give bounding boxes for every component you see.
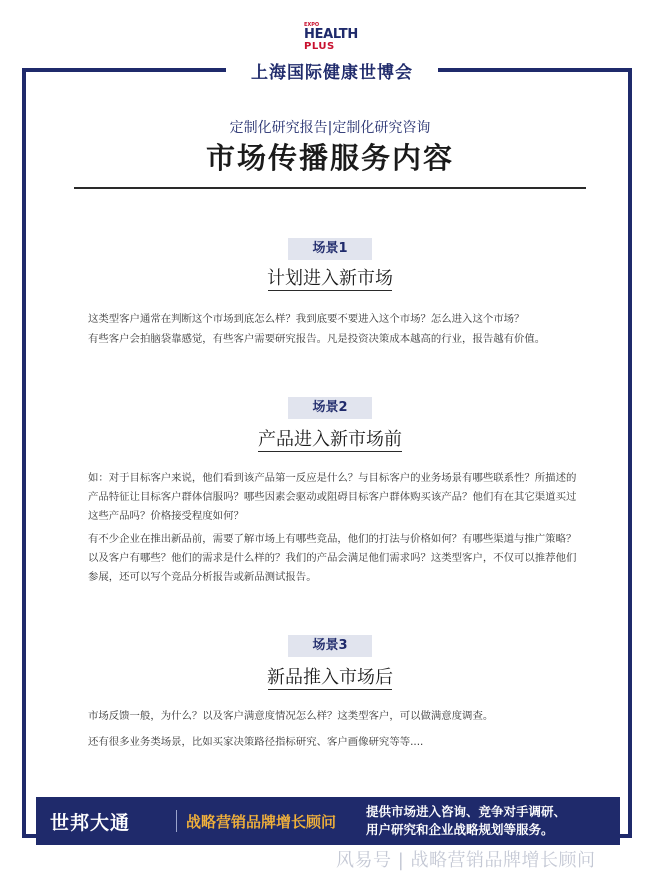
title-divider — [74, 187, 586, 189]
logo-plus-text: PLUS — [304, 41, 335, 52]
scene-1-badge: 场景1 — [288, 238, 372, 260]
scene-3-underline — [268, 689, 392, 690]
banner-slogan: 战略营销品牌增长顾问 — [186, 813, 337, 831]
scene-3-paragraph: 还有很多业务类场景，比如买家决策路径指标研究、客户画像研究等等.... — [88, 736, 424, 748]
banner-divider — [176, 810, 177, 832]
logo-expo-text: EXPO — [304, 22, 320, 28]
scene-2-title: 产品进入新市场前 — [258, 429, 402, 450]
page-title: 市场传播服务内容 — [205, 141, 454, 175]
banner-description — [366, 803, 616, 839]
page-subtitle: 定制化研究报告|定制化研究咨询 — [229, 120, 431, 136]
scene-1-paragraph: 这类型客户通常在判断这个市场到底怎么样？我到底要不要进入这个市场？怎么进入这个市场？ — [88, 313, 525, 325]
scene-3-title: 新品推入市场后 — [267, 667, 393, 688]
banner-description-line: 提供市场进入咨询、竞争对手调研、 — [366, 804, 567, 819]
scene-2-badge: 场景2 — [288, 397, 372, 419]
promo-banner — [36, 797, 620, 845]
scene-1-underline — [268, 290, 392, 291]
scene-1-title: 计划进入新市场 — [267, 268, 393, 289]
site-title: 上海国际健康世博会 — [251, 63, 413, 83]
scene-2-paragraph: 如：对于目标客户来说，他们看到该产品第一反应是什么？与目标客户的业务场景有哪些联系性？所描述的产品特征让目标客户群体信服吗？哪些因素会驱动或阻碍目标客户群体购买该产品？他们有在其它渠道买过这些产品吗？价格接受程度如何？ — [88, 472, 577, 522]
scene-2-underline — [258, 451, 402, 452]
scene-3-paragraph: 市场反馈一般，为什么？以及客户满意度情况怎么样？这类型客户，可以做满意度调查。 — [88, 710, 494, 722]
watermark-text: 风易号 | 战略营销品牌增长顾问 — [336, 850, 596, 871]
healthplus-logo — [302, 22, 362, 52]
logo-health-text: HEALTH — [304, 27, 358, 42]
banner-description-line: 用户研究和企业战略规划等服务。 — [366, 822, 554, 837]
scene-2-paragraph: 有不少企业在推出新品前，需要了解市场上有哪些竞品，他们的打法与价格如何？有哪些渠道与推广策略？以及客户有哪些？他们的需求是什么样的？我们的产品会满足他们需求吗？这类型客户，不仅可以推荐他们参展，还可以写个竞品分析报告或新品测试报告。 — [88, 533, 577, 583]
scene-3-badge: 场景3 — [288, 635, 372, 657]
brand-logo-text: 世邦大通 — [50, 812, 131, 834]
scene-1-paragraph: 有些客户会拍脑袋靠感觉，有些客户需要研究报告。凡是投资决策成本越高的行业，报告越有价值。 — [88, 333, 546, 345]
